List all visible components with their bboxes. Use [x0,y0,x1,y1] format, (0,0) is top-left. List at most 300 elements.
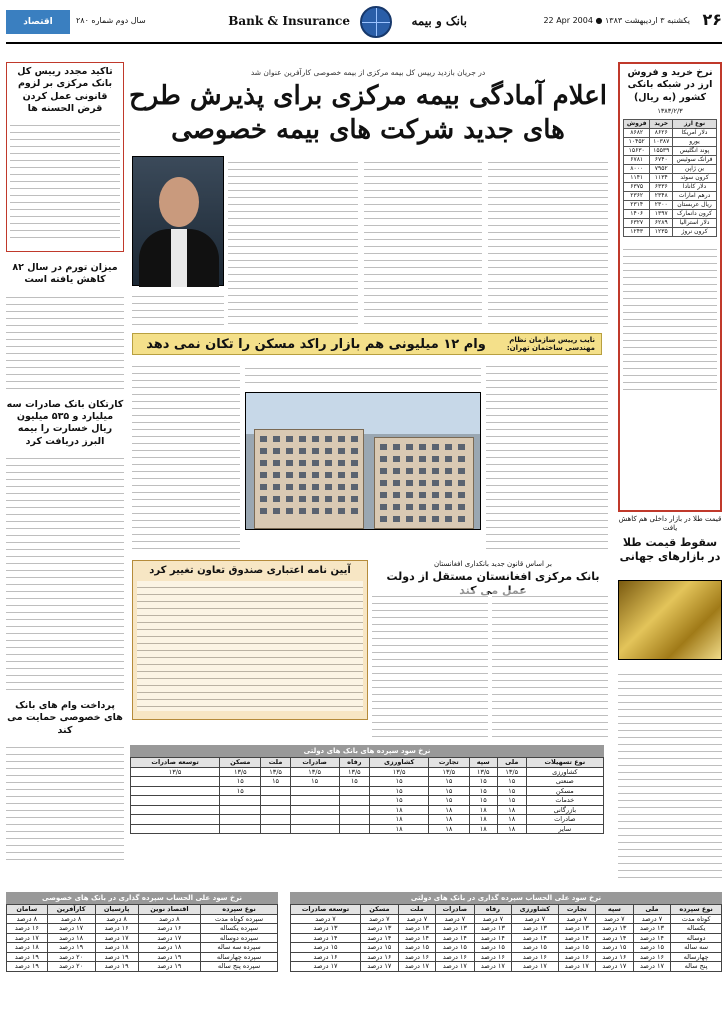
table-cell: ۱۸ [429,805,469,815]
window [419,504,426,510]
table-cell: ۱۸ [497,824,526,834]
table-cell: ۱۶ درصد [512,952,558,962]
table-cell: ۱۵ [220,777,261,787]
afghan-kicker: بر اساس قانون جدید بانکداری افغانستان [434,560,552,568]
afghan-col-1 [492,590,608,740]
window [286,472,293,478]
window [325,472,332,478]
table-cell: مسکن [526,786,603,796]
loan-rates-table-wrap [130,745,604,834]
window [312,436,319,442]
window [458,480,465,486]
window [312,448,319,454]
table-cell: ۱۴ درصد [633,933,671,943]
table-cell: ۱۷ درصد [398,962,436,972]
window [299,508,306,514]
table-cell: سپرده پنج ساله [201,962,278,972]
table-cell: ۱۷ درصد [291,962,361,972]
table-row [624,165,717,174]
table-row [624,156,717,165]
table-cell [131,777,220,787]
window [312,496,319,502]
table-cell [290,815,339,825]
table-cell: ۱۷ درصد [512,962,558,972]
table-cell: ۱۶ درصد [474,952,512,962]
table-cell [290,824,339,834]
table-cell: ۱۳/۵ [339,767,370,777]
main-headline: اعلام آمادگی بیمه مرکزی برای پذیرش طرح های جدید شرکت های بیمه خصوصی [129,81,607,145]
table-cell: ۱۳/۵ [497,767,526,777]
table-cell [339,824,370,834]
table-cell: ۱۸ [370,824,429,834]
insurance-fund-title: آیین نامه اعتباری صندوق تعاون تغییر کرد [149,565,351,576]
window [380,456,387,462]
table-cell: ۱۸ [469,805,497,815]
column-header: سپه [596,905,634,915]
column-header: صادرات [436,905,474,915]
table-cell: پوند انگلیس [673,147,717,156]
currency-date: ۱۳۸۳/۲/۳ [657,107,683,116]
window [351,472,358,478]
currency-sidebar [618,62,722,512]
table-cell: ۸۰۰۰ [624,165,650,174]
table-cell: ۷ درصد [291,914,361,924]
window [458,504,465,510]
table-cell: ۱۵ [497,796,526,806]
window [380,504,387,510]
window [273,508,280,514]
table-cell: ۱۵ درصد [596,943,634,953]
table-cell: ۸ درصد [138,914,200,924]
table-cell: ۷ درصد [558,914,596,924]
left-column [6,62,124,861]
window [286,496,293,502]
window [338,508,345,514]
column-header: رفاه [474,905,512,915]
banner-source: نایب رییس سازمان نظام مهندسی ساختمان تهران: [506,336,595,353]
table-cell: کرون سوئد [673,174,717,183]
gold-text [618,668,722,878]
newspaper-logo: اقتصاد [6,10,70,34]
window [432,516,439,522]
table-cell: ۸ درصد [7,914,48,924]
page-number: ۲۶ [702,10,722,29]
table-row [624,192,717,201]
window [273,484,280,490]
table-row [624,183,717,192]
table-cell: ۱۰۳۸۷ [650,138,673,147]
column-header: کشاورزی [370,758,429,768]
window [299,436,306,442]
table-cell [220,796,261,806]
table-cell: ۱۴ درصد [474,933,512,943]
currency-table [623,119,717,237]
globe-icon [360,6,392,38]
column-header: رفاه [339,758,370,768]
table-cell: ۷۹۵۲ [650,165,673,174]
column-header: کارآفرین [47,905,95,915]
window [273,448,280,454]
table-cell: ۱۵ [261,777,290,787]
column-header: توسعه صادرات [131,758,220,768]
column-header: مسکن [220,758,261,768]
table-cell: ۶۷۴۰ [650,156,673,165]
table-row [7,924,278,934]
window [338,448,345,454]
window [380,492,387,498]
table-cell: ۲۳۴۸ [650,192,673,201]
window [338,484,345,490]
portrait-caption [132,290,224,328]
table-cell: ۱۳ درصد [558,924,596,934]
window [325,436,332,442]
afghan-col-2 [372,590,488,740]
table-row [624,174,717,183]
state-deposit-title: نرخ سود علی الحساب سپرده گذاری در بانک های دولتی [290,892,722,904]
window [351,436,358,442]
table-cell [339,815,370,825]
table-row [7,914,278,924]
window [325,460,332,466]
table-cell: ۶۳۲۷ [624,219,650,228]
table-cell: ۷ درصد [361,914,399,924]
table-cell: ۱۷ درصد [436,962,474,972]
window [406,516,413,522]
table-cell: ۸ درصد [95,914,138,924]
window [419,468,426,474]
table-cell: ۱۷ درصد [361,962,399,972]
column-header: خرید [650,120,673,129]
article-col-2 [364,156,482,328]
table-row [131,796,604,806]
page-header [6,4,722,44]
table-cell: خدمات [526,796,603,806]
window [432,504,439,510]
window [393,444,400,450]
window [393,456,400,462]
column-header: سامان [7,905,48,915]
window [380,480,387,486]
column-header: تجارت [558,905,596,915]
table-cell: ۱۸ [429,824,469,834]
table-cell: ۱۵ درصد [361,943,399,953]
window [325,496,332,502]
table-cell: ۱۹ درصد [7,962,48,972]
window [286,448,293,454]
table-cell: ۱۵ [429,777,469,787]
inflation-title: میزان تورم در سال ۸۲ کاهش یافته است [12,262,118,286]
column-header: نوع تسهیلات [526,758,603,768]
table-cell: ۸۶۲۶ [650,129,673,138]
table-cell: ۱۵ درصد [633,943,671,953]
table-cell: ۱۵۵۳۹ [650,147,673,156]
window [419,444,426,450]
table-row [131,815,604,825]
sidebar-text-block [623,243,717,393]
table-cell: ۶۳۳۶ [650,183,673,192]
column-header: نوع سپرده [201,905,278,915]
column-header: ملت [261,758,290,768]
table-cell: ۷ درصد [398,914,436,924]
table-cell: ۱۶ درصد [633,952,671,962]
private-deposit-table [6,904,278,972]
window [393,480,400,486]
table-cell: ۱۵ [497,777,526,787]
table-cell [261,824,290,834]
table-cell: ۱۳/۵ [469,767,497,777]
window [312,460,319,466]
window [299,448,306,454]
window [338,472,345,478]
table-cell: ۱۸ درصد [138,943,200,953]
table-cell [339,796,370,806]
window [432,492,439,498]
table-cell: ۱۵ [429,786,469,796]
table-cell: ۲۳۱۴ [624,201,650,210]
window [351,448,358,454]
table-cell [261,805,290,815]
window [351,484,358,490]
table-cell: ۱۸ [497,815,526,825]
table-cell: ۶۲۸۹ [650,219,673,228]
table-cell: کشاورزی [526,767,603,777]
table-row [7,952,278,962]
window [432,468,439,474]
table-cell: ۱۹ درصد [138,952,200,962]
table-cell: سپرده سه ساله [201,943,278,953]
table-row [291,962,722,972]
window [299,472,306,478]
table-cell: دلار آمریکا [673,129,717,138]
window [273,472,280,478]
loan-rates-title: نرخ سود سپرده های بانک های دولتی [130,745,604,757]
table-row [624,138,717,147]
table-cell: پنج ساله [671,962,722,972]
window [273,496,280,502]
date-line: 22 Apr 2004 ● ۱۳۸۳ یکشنبه ۳ اردیبهشت [543,16,690,25]
table-cell: ۱۶ درصد [138,924,200,934]
window [351,496,358,502]
table-row [7,962,278,972]
table-cell: ۱۸ [370,805,429,815]
table-cell [261,786,290,796]
table-cell: ۱۵۶۳۰ [624,147,650,156]
window [312,484,319,490]
housing-col-3 [245,362,481,388]
table-cell: ۱۴ درصد [361,933,399,943]
table-row [624,228,717,237]
table-cell: ۱۵ [220,786,261,796]
column-header: ملی [497,758,526,768]
window [445,504,452,510]
column-header: توسعه صادرات [291,905,361,915]
window [406,480,413,486]
table-cell: ۱۵ درصد [291,943,361,953]
table-row [7,943,278,953]
buildings-photo [245,392,481,530]
table-cell: ۱۶ درصد [596,952,634,962]
table-cell: ۱۹ درصد [138,962,200,972]
table-cell: کرون دانمارک [673,210,717,219]
window [260,436,267,442]
window [419,480,426,486]
private-bank-title: پرداخت وام های بانک های خصوصی حمایت می کند [7,700,123,736]
window [299,460,306,466]
table-row [291,952,722,962]
banner-headline: وام ۱۲ میلیونی هم بازار راکد مسکن را تکان نمی دهد [146,337,486,352]
main-kicker: در جریان بازدید رییس کل بیمه مرکزی از بیمه خصوصی کارآفرین عنوان شد [250,68,486,77]
table-cell: ۱۳ درصد [291,924,361,934]
column-header: نوع ارز [673,120,717,129]
table-cell: ۱۵ [429,796,469,806]
table-cell: ۱۴ درصد [398,933,436,943]
table-cell [131,796,220,806]
table-cell: ۱۶ درصد [398,952,436,962]
table-cell: ۱۵ [469,796,497,806]
table-cell: ۱۵ [469,786,497,796]
table-cell: ۱۸ [469,824,497,834]
table-cell: ۱۵ [370,796,429,806]
saderat-title: کارتکان بانک صادرات سه میلیارد و ۵۳۵ میلیون ریال خسارت را بیمه البرز دریافت کرد [6,398,124,447]
table-cell: ۱۳ درصد [436,924,474,934]
table-cell: ۱۳/۵ [429,767,469,777]
window [393,492,400,498]
table-cell: ۱۹ درصد [95,962,138,972]
table-row [291,933,722,943]
private-deposit-title: نرخ سود علی الحساب سپرده گذاری در بانک های خصوصی [6,892,278,904]
table-cell: درهم امارات [673,192,717,201]
column-header: اقتصاد نوین [138,905,200,915]
window [338,460,345,466]
table-cell: ۲۰ درصد [47,962,95,972]
window [325,484,332,490]
window [393,516,400,522]
table-cell [220,805,261,815]
table-cell: ۱۶ درصد [95,924,138,934]
table-cell: ۱۳ درصد [474,924,512,934]
table-cell: ۶۳۷۵ [624,183,650,192]
table-cell: ۲۰ درصد [47,952,95,962]
table-cell: ۱۷ درصد [558,962,596,972]
window [458,456,465,462]
gold-kicker: قیمت طلا در بازار داخلی هم کاهش یافت [618,515,722,532]
table-cell [131,815,220,825]
table-cell: یکساله [671,924,722,934]
window [351,508,358,514]
article-col-3 [228,156,358,328]
table-cell: ۷ درصد [474,914,512,924]
afghan-headline: بانک مرکزی افغانستان مستقل از دولت می [386,570,600,597]
table-row [291,914,722,924]
table-cell: چهارساله [671,952,722,962]
table-cell: ۱۱۴۱ [624,174,650,183]
table-cell: ۷ درصد [596,914,634,924]
window [406,504,413,510]
table-cell: صنعتی [526,777,603,787]
table-cell: ۱۶ درصد [7,924,48,934]
table-cell: ۱۹ درصد [95,952,138,962]
table-cell: سپرده کوتاه مدت [201,914,278,924]
table-cell [261,796,290,806]
window [260,460,267,466]
window [445,456,452,462]
table-cell: ۱۴ درصد [512,933,558,943]
column-header: سپه [469,758,497,768]
window [419,456,426,462]
column-header: صادرات [290,758,339,768]
window [286,484,293,490]
table-cell: یورو [673,138,717,147]
table-row [624,210,717,219]
table-cell: ۱۳ درصد [361,924,399,934]
table-cell: ۱۵ [370,777,429,787]
table-cell: ۱۹ درصد [7,952,48,962]
table-row [131,786,604,796]
table-cell: ۱۸ درصد [47,933,95,943]
table-cell: دلار کانادا [673,183,717,192]
table-cell: ۷ درصد [436,914,474,924]
table-cell: ۱۹ درصد [47,943,95,953]
table-cell: کوتاه مدت [671,914,722,924]
window [299,484,306,490]
table-cell: ۱۵ [497,786,526,796]
table-cell: ۱۸ درصد [95,943,138,953]
table-cell: ۱۲۴۳ [624,228,650,237]
table-cell [131,786,220,796]
window [299,496,306,502]
table-cell [290,796,339,806]
window [286,436,293,442]
table-row [291,943,722,953]
table-cell: ۱۸ [469,815,497,825]
table-row [624,219,717,228]
table-cell: ۱۷ درصد [95,933,138,943]
table-cell: ۱۴ درصد [291,933,361,943]
left-news-title: تاکید مجدد رییس کل بانک مرکزی بر لزوم قانونی عمل کردن قرض الحسنه ها [17,66,113,115]
window [432,456,439,462]
table-cell: سپرده چهارساله [201,952,278,962]
insurance-fund-box [132,560,368,720]
table-cell: ۱۰۴۵۲ [624,138,650,147]
table-cell: ۱۴۰۶ [624,210,650,219]
table-cell: ۱۵ درصد [474,943,512,953]
window [445,480,452,486]
table-cell: ۱۳/۵ [370,767,429,777]
table-cell: ۱۷ درصد [47,924,95,934]
window [260,472,267,478]
window [445,516,452,522]
table-cell: ۷ درصد [633,914,671,924]
table-cell [339,786,370,796]
table-row [131,777,604,787]
table-cell: ۱۶ درصد [436,952,474,962]
window [338,436,345,442]
table-cell: دلار استرالیا [673,219,717,228]
gold-headline: سقوط قیمت طلا در بازارهای جهانی [619,535,721,563]
table-row [624,147,717,156]
window [312,508,319,514]
table-cell: ۱۴ درصد [596,933,634,943]
table-row [131,805,604,815]
window [419,516,426,522]
window [406,492,413,498]
window [286,508,293,514]
window [458,516,465,522]
table-cell: ۱۶ درصد [558,952,596,962]
window [380,468,387,474]
table-cell: ۱۵ [290,777,339,787]
table-cell: ۱۳/۵ [131,767,220,777]
